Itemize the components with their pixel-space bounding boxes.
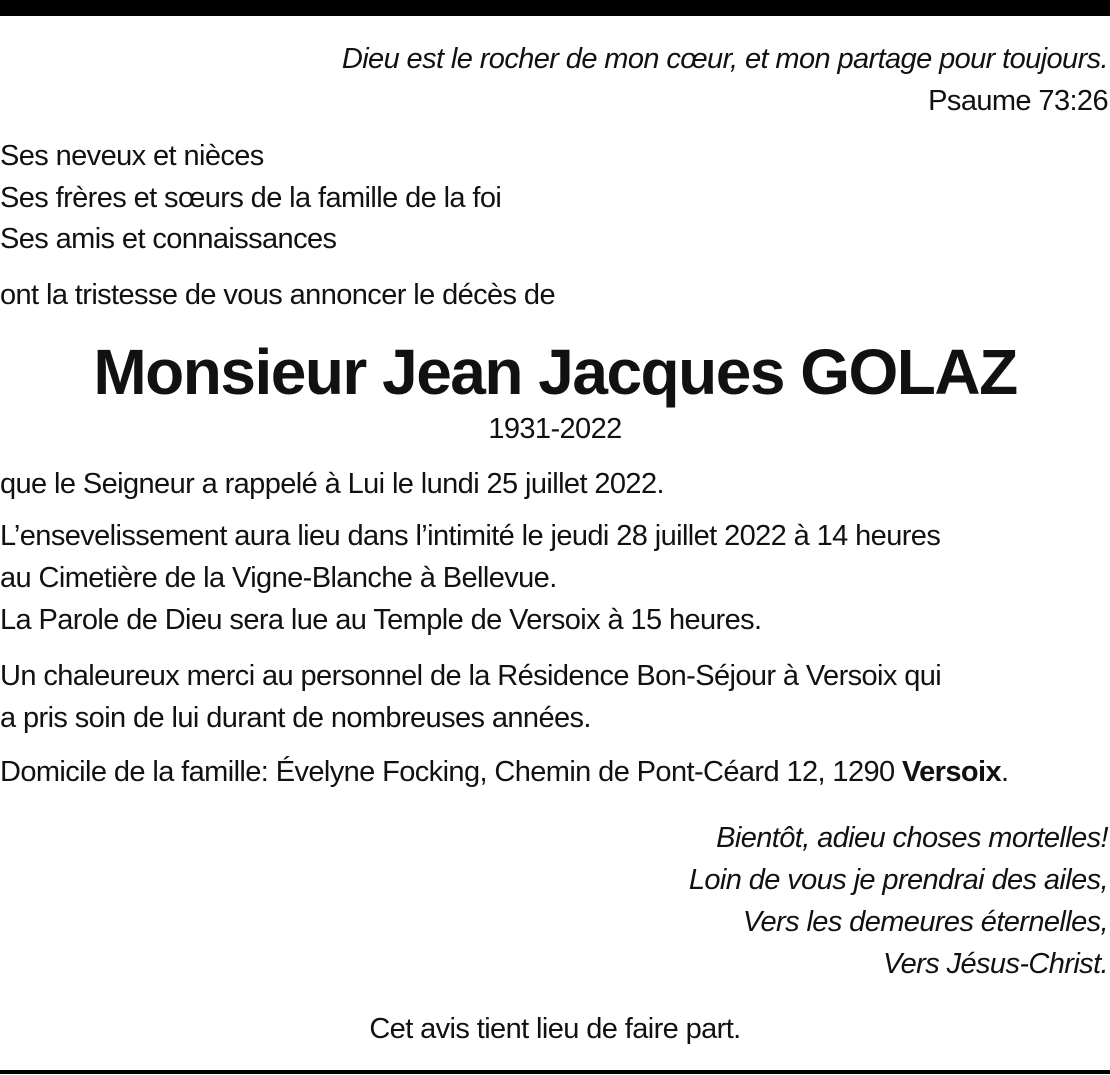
top-border	[0, 0, 1110, 16]
death-notice: que le Seigneur a rappelé à Lui le lundi 25 juillet 2022.	[0, 468, 664, 500]
mourner-line: Ses frères et sœurs de la famille de la foi	[0, 182, 502, 214]
deceased-name: Monsieur Jean Jacques GOLAZ	[93, 336, 1017, 408]
domicile-city: Versoix	[901, 756, 1001, 788]
family-domicile	[0, 758, 1008, 787]
domicile-end: .	[1000, 756, 1009, 788]
footer-note: Cet avis tient lieu de faire part.	[369, 1013, 741, 1045]
deceased-years: 1931-2022	[488, 413, 622, 445]
poem-line: Vers Jésus-Christ.	[882, 948, 1108, 980]
domicile-text: Domicile de la famille: Évelyne Focking, Chemin de Pont-Céard 12, 1290	[0, 756, 902, 788]
announcement-text: ont la tristesse de vous annoncer le décès de	[0, 279, 555, 311]
poem-line: Loin de vous je prendrai des ailes,	[688, 864, 1108, 896]
verse-reference: Psaume 73:26	[928, 85, 1108, 117]
poem-line: Vers les demeures éternelles,	[742, 906, 1108, 938]
service-line: La Parole de Dieu sera lue au Temple de Versoix à 15 heures.	[0, 604, 762, 636]
mourner-line: Ses amis et connaissances	[0, 223, 337, 255]
thanks-line: a pris soin de lui durant de nombreuses années.	[0, 702, 591, 734]
burial-line: au Cimetière de la Vigne-Blanche à Bellevue.	[0, 562, 557, 594]
mourner-line: Ses neveux et nièces	[0, 140, 264, 172]
thanks-line: Un chaleureux merci au personnel de la Résidence Bon-Séjour à Versoix qui	[0, 660, 942, 692]
poem-line: Bientôt, adieu choses mortelles!	[716, 822, 1108, 854]
bottom-border	[0, 1070, 1110, 1074]
verse-quote: Dieu est le rocher de mon cœur, et mon partage pour toujours.	[341, 43, 1108, 75]
burial-line: L’ensevelissement aura lieu dans l’intimité le jeudi 28 juillet 2022 à 14 heures	[0, 520, 941, 552]
